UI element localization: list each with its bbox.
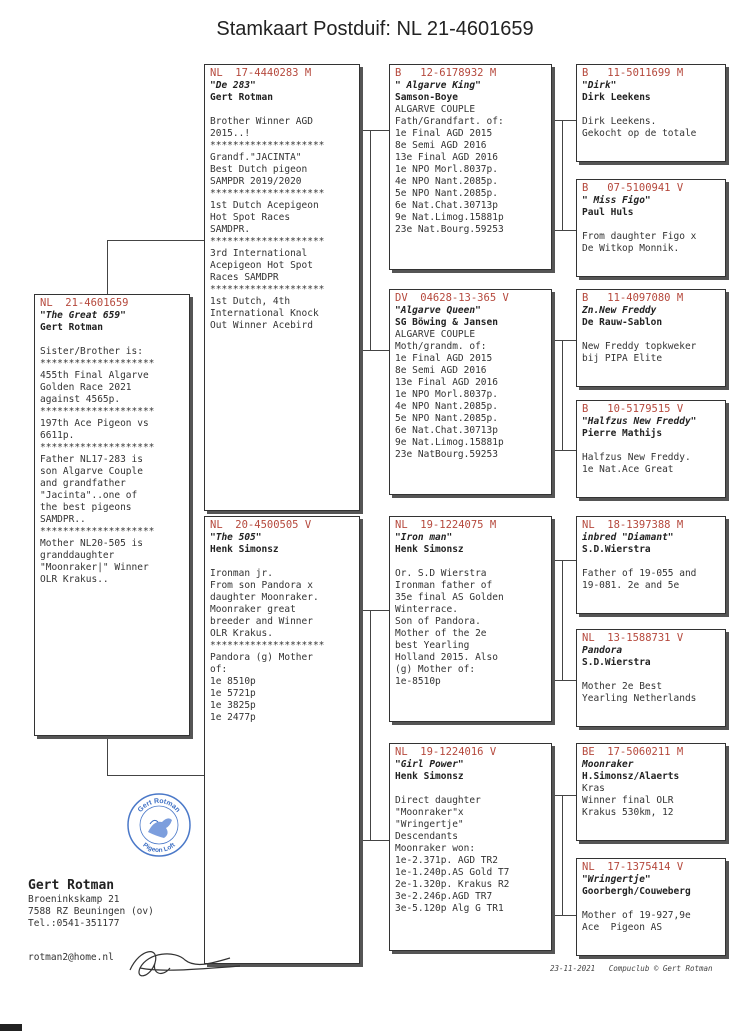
info-line: OLR Krakus. [210,628,273,639]
info-line: 1e 8510p [210,676,256,687]
connector-line [562,795,563,915]
page-title: Stamkaart Postduif: NL 21-4601659 [216,18,534,40]
pigeon-card-fm [389,289,552,495]
pigeon-name: "Girl Power" [395,759,464,770]
info-line: Holland 2015. Also [395,652,498,663]
pigeon-card-mm [389,743,552,951]
pigeon-info [40,334,184,586]
svg-text:Pigeon Loft [141,841,177,854]
ring-number: B 11-5011699 M [582,67,684,79]
info-line: Dirk Leekens. [582,116,657,127]
info-line [210,556,354,568]
pigeon-card-fff [576,64,726,162]
info-line: Ace Pigeon AS [582,922,663,933]
owner-block [28,878,154,930]
info-line: From son Pandora x [210,580,313,591]
owner-phone: Tel.:0541-351177 [28,918,120,929]
info-line: Or. S.D Wierstra [395,568,487,579]
info-line: Gekocht op de totale [582,128,697,139]
pigeon-card-mff [576,516,726,614]
pigeon-name: "Wringertje" [582,874,651,885]
pigeon-name: " Algarve King" [395,80,481,91]
info-line: 1e Nat.Ace Great [582,464,674,475]
info-line: 6611p. [40,430,75,441]
info-line: daughter Moonraker. [210,592,319,603]
pigeon-info [582,329,720,365]
info-line: Winterrace. [395,604,458,615]
connector-line [370,130,371,350]
pigeon-info [210,556,354,724]
info-line: Grandf."JACINTA" [210,152,302,163]
pigeon-info [210,104,354,332]
breeder-name: SG Böwing & Jansen [395,317,498,328]
connector-line [552,120,576,121]
info-line: 19-081. 2e and 5e [582,580,680,591]
info-line: 23e NatBourg.59253 [395,449,498,460]
breeder-name: Gert Rotman [210,92,273,103]
info-line: Sister/Brother is: [40,346,143,357]
ring-number: NL 19-1224075 M [395,519,497,531]
ring-number: B 10-5179515 V [582,403,684,415]
info-line: 8e Semi AGD 2016 [395,365,487,376]
info-line: "Wringertje" [395,819,464,830]
info-line: Son of Pandora. [395,616,481,627]
scan-edge-mark [0,1024,22,1031]
info-line: 2015..! [210,128,251,139]
connector-line [552,230,576,231]
info-line: Out Winner Acebird [210,320,313,331]
info-line: OLR Krakus.. [40,574,109,585]
connector-line [552,450,576,451]
pigeon-name: " Miss Figo" [582,195,651,206]
info-line: Mother NL20-505 is [40,538,143,549]
info-line: Direct daughter [395,795,481,806]
pigeon-card-fmf [576,289,726,387]
pigeon-name: "Halfzus New Freddy" [582,416,697,427]
pigeon-name: "The 505" [210,532,262,543]
info-line: Halfzus New Freddy. [582,452,691,463]
info-line: 4e NPO Nant.2085p. [395,401,498,412]
info-line: ******************** [210,188,325,199]
info-line: granddaughter [40,550,115,561]
breeder-name: S.D.Wierstra [582,544,651,555]
ring-number: B 12-6178932 M [395,67,497,79]
breeder-name: Henk Simonsz [395,544,464,555]
pigeon-name: inbred "Diamant" [582,532,674,543]
info-line: ******************** [210,236,325,247]
info-line: 1e 5721p [210,688,256,699]
info-line: Golden Race 2021 [40,382,132,393]
info-line: 5e NPO Nant.2085p. [395,413,498,424]
info-line: 455th Final Algarve [40,370,149,381]
info-line [395,556,546,568]
info-line: of: [210,664,228,675]
info-line: Father NL17-283 is [40,454,143,465]
ring-number: NL 20-4500505 V [210,519,312,531]
info-line: 1e NPO Morl.8037p. [395,164,498,175]
pigeon-info [582,219,720,255]
info-line: Descendants [395,831,458,842]
info-line: 1e Final AGD 2015 [395,353,493,364]
connector-line [552,560,576,561]
info-line: Races SAMDPR [210,272,279,283]
connector-line [360,130,389,131]
info-line: son Algarve Couple [40,466,143,477]
info-line: SAMDPR. [210,224,251,235]
pigeon-info [582,556,720,592]
info-line: ******************** [210,640,325,651]
info-line: Kras [582,783,605,794]
info-line: "Jacinta"..one of [40,490,138,501]
connector-line [360,610,389,611]
pigeon-name: Zn.New Freddy [582,305,657,316]
pigeon-info [582,898,720,934]
pigeon-name: Moonraker [582,759,634,770]
pigeon-name: Pandora [582,645,623,656]
info-line: ALGARVE COUPLE [395,104,476,115]
info-line: ******************** [210,140,325,151]
breeder-name: S.D.Wierstra [582,657,651,668]
info-line [582,669,720,681]
ring-number: DV 04628-13-365 V [395,292,509,304]
info-line: Mother 2e Best [582,681,663,692]
pigeon-card-mother [204,516,360,964]
handwritten-signature [100,938,250,988]
info-line: ******************** [40,526,155,537]
info-line: 6e Nat.Chat.30713p [395,200,498,211]
info-line: Brother Winner AGD [210,116,313,127]
info-line: "Moonraker|" Winner [40,562,149,573]
info-line: Father of 19-055 and [582,568,697,579]
pigeon-card-mfm [576,629,726,727]
pigeon-card-fmm [576,400,726,498]
connector-line [562,560,563,680]
pigeon-name: "Dirk" [582,80,617,91]
info-line: 9e Nat.Limog.15881p [395,212,504,223]
info-line: ******************** [40,442,155,453]
connector-line [552,915,576,916]
info-line: New Freddy topkweker [582,341,697,352]
info-line: ******************** [210,284,325,295]
info-line: From daughter Figo x [582,231,697,242]
info-line: Fath/Grandfart. of: [395,116,504,127]
info-line: "Moonraker"x [395,807,464,818]
owner-name: Gert Rotman [28,878,115,893]
owner-address: Broeninkskamp 21 [28,894,120,905]
info-line: Ironman jr. [210,568,273,579]
connector-line [107,240,205,241]
ring-number: BE 17-5060211 M [582,746,684,758]
info-line: Ironman father of [395,580,493,591]
connector-line [107,775,205,776]
info-line: 3e-5.120p Alg G TR1 [395,903,504,914]
info-line: 9e Nat.Limog.15881p [395,437,504,448]
pigeon-info [582,669,720,705]
info-line: Krakus 530km, 12 [582,807,674,818]
breeder-name: Henk Simonsz [395,771,464,782]
info-line: De Witkop Monnik. [582,243,680,254]
info-line: Best Dutch pigeon [210,164,308,175]
pigeon-name: "De 283" [210,80,256,91]
info-line: and grandfather [40,478,126,489]
pigeon-card-mmf [576,743,726,841]
info-line: Hot Spot Races [210,212,291,223]
connector-line [360,840,389,841]
connector-line [552,340,576,341]
info-line: 3e-2.246p.AGD TR7 [395,891,493,902]
info-line: the best pigeons [40,502,132,513]
breeder-name: Dirk Leekens [582,92,651,103]
ring-number: NL 21-4601659 [40,297,129,309]
connector-line [552,795,576,796]
info-line: SAMDPR.. [40,514,86,525]
breeder-name: Gert Rotman [40,322,103,333]
stamp-bottom-text: Pigeon Loft [141,841,177,855]
info-line [582,898,720,910]
info-line: 1st Dutch Acepigeon [210,200,319,211]
info-line: 23e Nat.Bourg.59253 [395,224,504,235]
info-line: International Knock [210,308,319,319]
info-line: Moonraker great [210,604,296,615]
breeder-name: Henk Simonsz [210,544,279,555]
info-line: 13e Final AGD 2016 [395,152,498,163]
footer-credit: 23-11-2021 Compuclub © Gert Rotman [550,964,713,973]
pigeon-name: "Algarve Queen" [395,305,481,316]
info-line: 1e-8510p [395,676,441,687]
breeder-name: Pierre Mathijs [582,428,663,439]
pigeon-card-ffm [576,179,726,277]
ring-number: NL 19-1224016 V [395,746,497,758]
info-line [395,783,546,795]
info-line: Pandora (g) Mother [210,652,313,663]
info-line: 5e NPO Nant.2085p. [395,188,498,199]
pigeon-card-ff [389,64,552,270]
info-line: Mother of 19-927,9e [582,910,691,921]
info-line [582,219,720,231]
info-line: Mother of the 2e [395,628,487,639]
info-line: 6e Nat.Chat.30713p [395,425,498,436]
pigeon-info [395,104,546,236]
info-line: Moonraker won: [395,843,476,854]
breeder-name: H.Simonsz/Alaerts [582,771,680,782]
info-line: ******************** [40,406,155,417]
pigeon-info [582,783,720,819]
info-line: Acepigeon Hot Spot [210,260,313,271]
info-line: ALGARVE COUPLE [395,329,476,340]
info-line: 8e Semi AGD 2016 [395,140,487,151]
info-line: 2e-1.320p. Krakus R2 [395,879,510,890]
breeder-name: Samson-Boye [395,92,458,103]
info-line: 3rd International [210,248,308,259]
info-line: 1e Final AGD 2015 [395,128,493,139]
info-line: 1st Dutch, 4th [210,296,291,307]
connector-line [562,120,563,230]
pigeon-card-subject [34,294,190,736]
pigeon-card-mf [389,516,552,722]
pigeon-name: "Iron man" [395,532,453,543]
pigeon-info [395,556,546,688]
info-line: best Yearling [395,640,470,651]
pigeon-name: "The Great 659" [40,310,126,321]
owner-email: rotman2@home.nl [28,952,114,963]
info-line: bij PIPA Elite [582,353,663,364]
pigeon-info [582,440,720,476]
info-line [582,104,720,116]
info-line: 4e NPO Nant.2085p. [395,176,498,187]
info-line: ******************** [40,358,155,369]
info-line: 197th Ace Pigeon vs [40,418,149,429]
info-line: breeder and Winner [210,616,313,627]
connector-line [552,680,576,681]
info-line: 1e-1.240p.AS Gold T7 [395,867,510,878]
ring-number: NL 13-1588731 V [582,632,684,644]
owner-city: 7588 RZ Beuningen (ov) [28,906,154,917]
info-line: Moth/grandm. of: [395,341,487,352]
ring-number: NL 17-4440283 M [210,67,312,79]
info-line: 13e Final AGD 2016 [395,377,498,388]
info-line: 35e final AS Golden [395,592,504,603]
info-line: Yearling Netherlands [582,693,697,704]
info-line: 1e NPO Morl.8037p. [395,389,498,400]
pigeon-info [582,104,720,140]
ring-number: NL 18-1397388 M [582,519,684,531]
info-line: 1e 3825p [210,700,256,711]
info-line: 1e-2.371p. AGD TR2 [395,855,498,866]
ring-number: NL 17-1375414 V [582,861,684,873]
info-line: 1e 2477p [210,712,256,723]
connector-line [360,350,389,351]
connector-line [370,610,371,840]
info-line: Winner final OLR [582,795,674,806]
info-line [40,334,184,346]
info-line [210,104,354,116]
stamp-top-text: Gert Rotman [136,797,182,814]
breeder-name: Paul Huls [582,207,634,218]
pigeon-card-father [204,64,360,511]
info-line: SAMPDR 2019/2020 [210,176,302,187]
ring-number: B 11-4097080 M [582,292,684,304]
info-line [582,440,720,452]
info-line: against 4565p. [40,394,121,405]
info-line: (g) Mother of: [395,664,476,675]
pigeon-info [395,329,546,461]
breeder-name: Goorbergh/Couweberg [582,886,691,897]
connector-line [562,340,563,450]
ring-number: B 07-5100941 V [582,182,684,194]
loft-stamp-logo [126,792,192,858]
info-line [582,556,720,568]
pigeon-info [395,783,546,915]
info-line [582,329,720,341]
pigeon-card-mmm [576,858,726,956]
breeder-name: De Rauw-Sablon [582,317,663,328]
